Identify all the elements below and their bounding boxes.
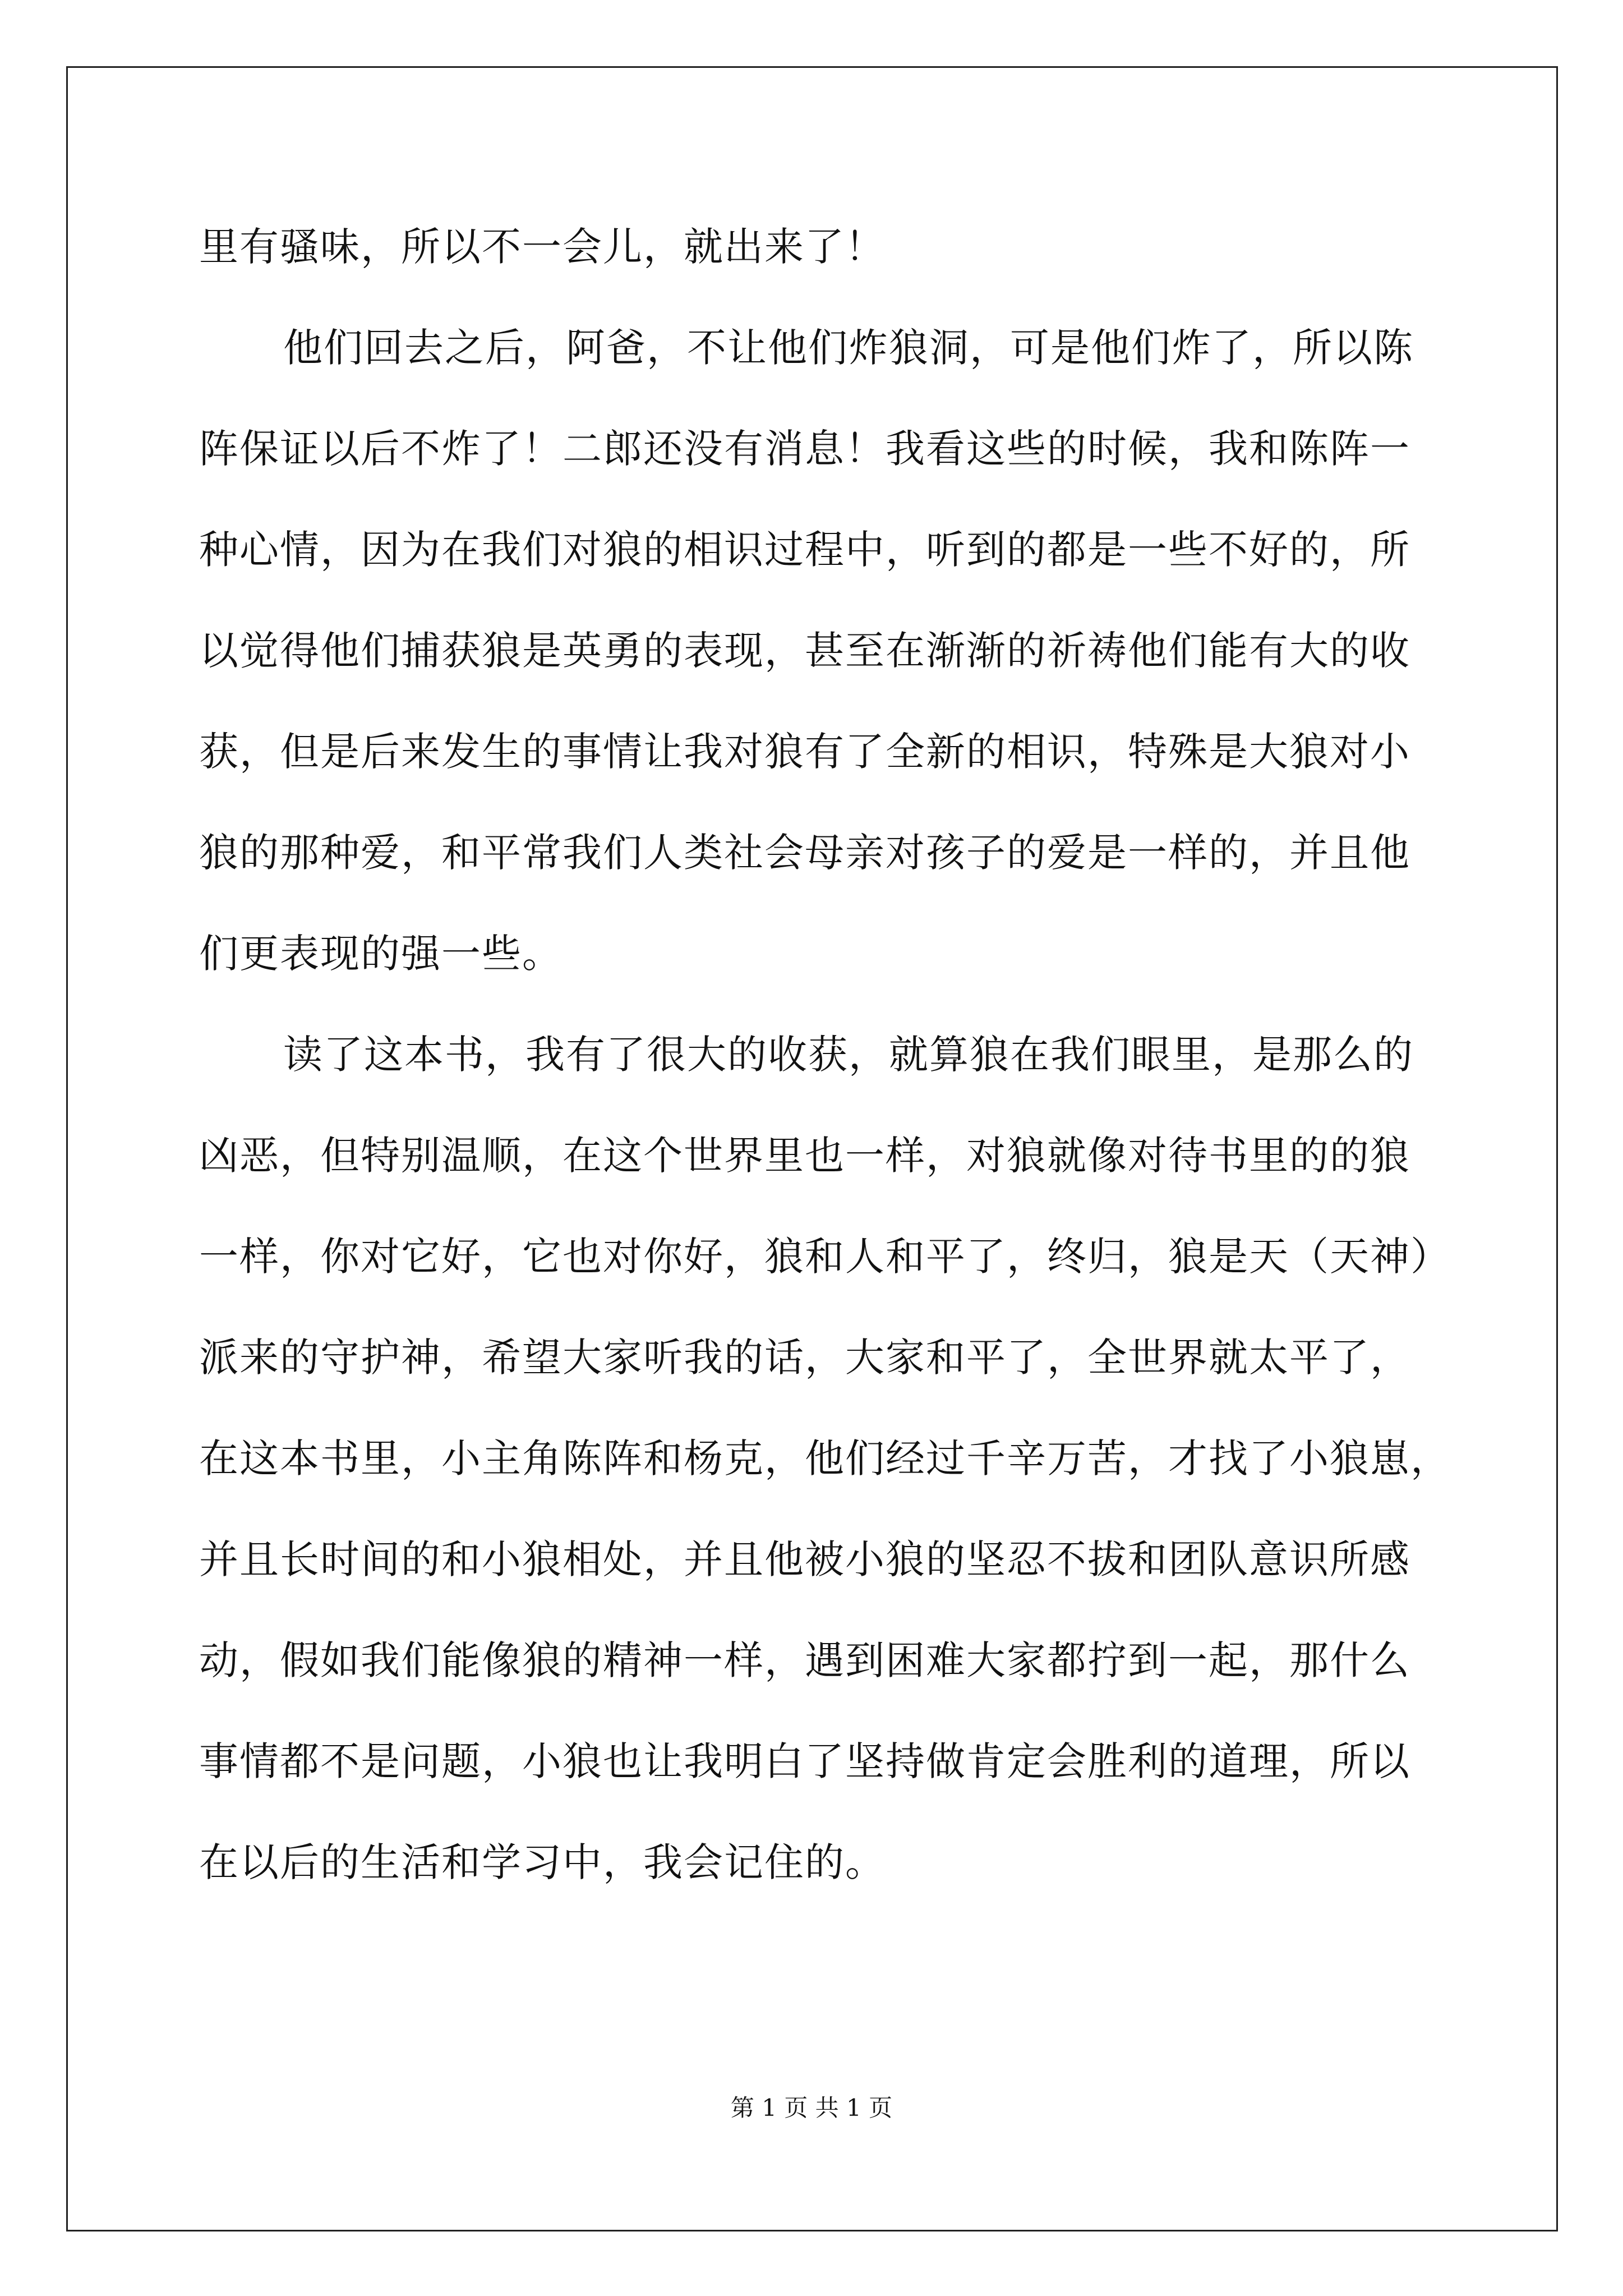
text-line: 一样，你对它好，它也对你好，狼和人和平了，终归，狼是天（天神） — [199, 1234, 1451, 1280]
text-line: 在以后的生活和学习中，我会记住的。 — [199, 1839, 886, 1885]
text-line: 获，但是后来发生的事情让我对狼有了全新的相识，特殊是大狼对小 — [199, 729, 1410, 775]
text-line: 以觉得他们捕获狼是英勇的表现，甚至在渐渐的祈祷他们能有大的收 — [199, 628, 1410, 674]
document-body — [199, 213, 1450, 1930]
text-line: 里有骚味，所以不一会儿，就出来了！ — [199, 224, 886, 270]
text-line: 们更表现的强一些。 — [199, 931, 562, 977]
text-line: 派来的守护神，希望大家听我的话，大家和平了，全世界就太平了， — [199, 1335, 1410, 1381]
text-line: 种心情，因为在我们对狼的相识过程中，听到的都是一些不好的，所 — [199, 527, 1410, 573]
paragraph-start-line: 读了这本书，我有了很大的收获，就算狼在我们眼里，是那么的 — [283, 1032, 1414, 1078]
text-line: 在这本书里，小主角陈阵和杨克，他们经过千辛万苦，才找了小狼崽， — [199, 1435, 1451, 1481]
text-line: 并且长时间的和小狼相处，并且他被小狼的坚忍不拔和团队意识所感 — [199, 1536, 1410, 1582]
page-number-footer: 第 1 页 共 1 页 — [730, 2094, 893, 2122]
text-line: 动，假如我们能像狼的精神一样，遇到困难大家都拧到一起，那什么 — [199, 1637, 1410, 1683]
text-line: 狼的那种爱，和平常我们人类社会母亲对孩子的爱是一样的，并且他 — [199, 830, 1410, 876]
text-line: 凶恶，但特别温顺，在这个世界里也一样，对狼就像对待书里的的狼 — [199, 1133, 1410, 1179]
text-line: 事情都不是问题，小狼也让我明白了坚持做肯定会胜利的道理，所以 — [199, 1738, 1410, 1784]
text-line: 阵保证以后不炸了！二郎还没有消息！我看这些的时候，我和陈阵一 — [199, 426, 1410, 472]
paragraph-start-line: 他们回去之后，阿爸，不让他们炸狼洞，可是他们炸了，所以陈 — [283, 325, 1414, 371]
